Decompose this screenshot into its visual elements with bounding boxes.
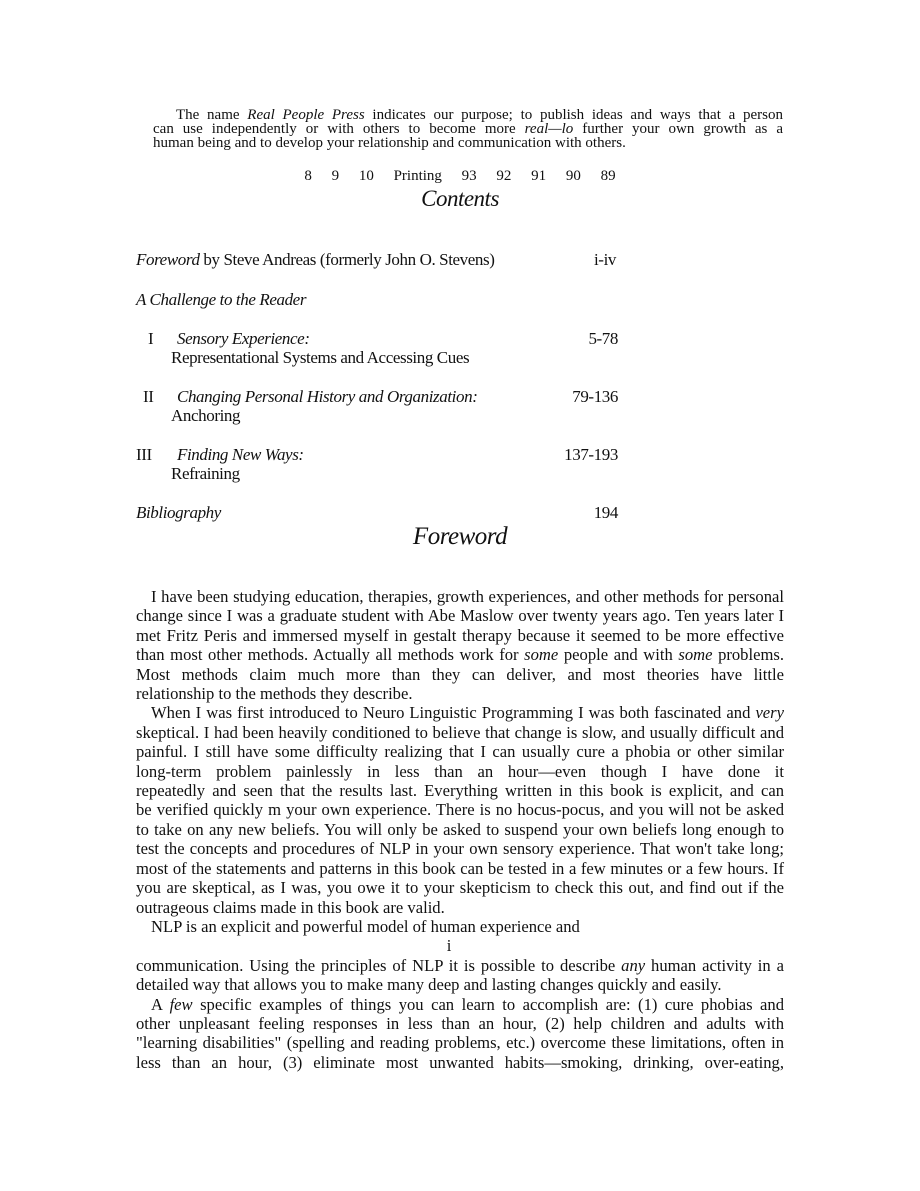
publisher-line: can use independently or with others to become more real—lo further your own growth as a xyxy=(153,121,783,137)
printing-number: 90 xyxy=(565,168,581,184)
contents-heading: Contents xyxy=(421,186,499,211)
toc-entry-pages: 79-136 xyxy=(572,387,618,406)
body-line: "learning disabilities" (spelling and reading problems, etc.) overcome these limitations, often in xyxy=(136,1033,784,1053)
printing-number: 9 xyxy=(331,168,340,184)
body-line: outrageous claims made in this book are valid. xyxy=(136,897,445,917)
body-line: long-term problem painlessly in less than an hour—even though I have done it xyxy=(136,761,784,781)
publisher-statement xyxy=(153,108,783,150)
toc-entry-subtitle: Refraining xyxy=(171,464,240,483)
body-line: change since I was a graduate student with Abe Maslow over twenty years ago. Ten years later I xyxy=(136,606,784,626)
body-line: When I was first introduced to Neuro Linguistic Programming I was both fascinated and very xyxy=(151,703,784,723)
toc-bibliography: Bibliography xyxy=(136,503,221,522)
foreword-heading: Foreword xyxy=(412,523,508,550)
body-line: other unpleasant feeling responses in less than an hour, (2) help children and adults with xyxy=(136,1013,784,1033)
printing-number: 92 xyxy=(496,168,512,184)
toc-entry-number: II xyxy=(143,387,154,406)
body-line: Most methods claim much more than they can deliver, and most theories have little xyxy=(136,664,784,684)
toc-entry-subtitle: Anchoring xyxy=(171,406,241,425)
printing-number: 93 xyxy=(461,168,477,184)
body-line: less than an hour, (3) eliminate most unwanted habits—smoking, drinking, over-eating, xyxy=(136,1052,784,1072)
body-line: met Fritz Peris and immersed myself in gestalt therapy because it seemed to be more effective xyxy=(136,625,784,645)
printing-history xyxy=(0,168,920,185)
body-line: repeatedly and seen that the results last. Everything written in this book is explicit, and can xyxy=(136,781,784,801)
toc-entry-title: Changing Personal History and Organization: xyxy=(177,387,478,406)
body-line: relationship to the methods they describe. xyxy=(136,684,413,704)
body-line: skeptical. I had been heavily conditioned to believe that change is slow, and usually difficult and xyxy=(136,722,784,742)
body-line: most of the statements and patterns in this book can be tested in a few minutes or a few hours. If xyxy=(136,858,784,878)
publisher-line: human being and to develop your relationship and communication with others. xyxy=(153,135,626,151)
body-line: communication. Using the principles of NLP it is possible to describe any human activity in a xyxy=(136,955,784,975)
toc-entry-number: III xyxy=(136,445,152,464)
body-line: I have been studying education, therapies, growth experiences, and other methods for personal xyxy=(151,587,784,606)
toc-bibliography-pages: 194 xyxy=(593,503,618,522)
printing-label: Printing xyxy=(393,168,442,184)
toc-entry-pages: 137-193 xyxy=(564,445,618,464)
foreword-body xyxy=(136,587,784,1072)
printing-number: 10 xyxy=(358,168,374,184)
toc-foreword-pages: i-iv xyxy=(593,250,616,269)
page-number: i xyxy=(446,936,452,956)
body-line: to take on any new beliefs. You will only be asked to suspend your own beliefs long enough to xyxy=(136,819,784,839)
toc-entry-title: Sensory Experience: xyxy=(177,329,310,348)
body-line: than most other methods. Actually all methods work for some people and with some problems. xyxy=(136,645,784,665)
body-line: A few specific examples of things you can learn to accomplish are: (1) cure phobias and xyxy=(151,994,784,1014)
toc-challenge: A Challenge to the Reader xyxy=(136,290,307,309)
body-line: you are skeptical, as I was, you owe it to your skepticism to check this out, and find out if the xyxy=(136,878,784,898)
publisher-line: The name Real People Press indicates our purpose; to publish ideas and ways that a person xyxy=(176,107,783,123)
body-line: be verified quickly m your own experience. There is no hocus-pocus, and you will not be asked xyxy=(136,800,784,820)
toc-entry-title: Finding New Ways: xyxy=(177,445,304,464)
toc-entry-number: I xyxy=(148,329,154,348)
body-line: detailed way that allows you to make many deep and lasting changes quickly and easily. xyxy=(136,975,722,995)
printing-number: 8 xyxy=(304,168,312,184)
toc-entry-pages: 5-78 xyxy=(588,329,618,348)
toc-foreword: Foreword by Steve Andreas (formerly John O. Stevens) xyxy=(136,250,495,269)
body-line: NLP is an explicit and powerful model of human experience and xyxy=(151,916,580,936)
printing-number: 89 xyxy=(600,168,616,184)
body-line: test the concepts and procedures of NLP in your own sensory experience. That won't take long; xyxy=(136,839,784,859)
toc-entry-subtitle: Representational Systems and Accessing Cues xyxy=(171,348,470,367)
printing-number: 91 xyxy=(531,168,547,184)
body-line: painful. I still have some difficulty realizing that I can usually cure a phobia or other similar xyxy=(136,742,784,762)
